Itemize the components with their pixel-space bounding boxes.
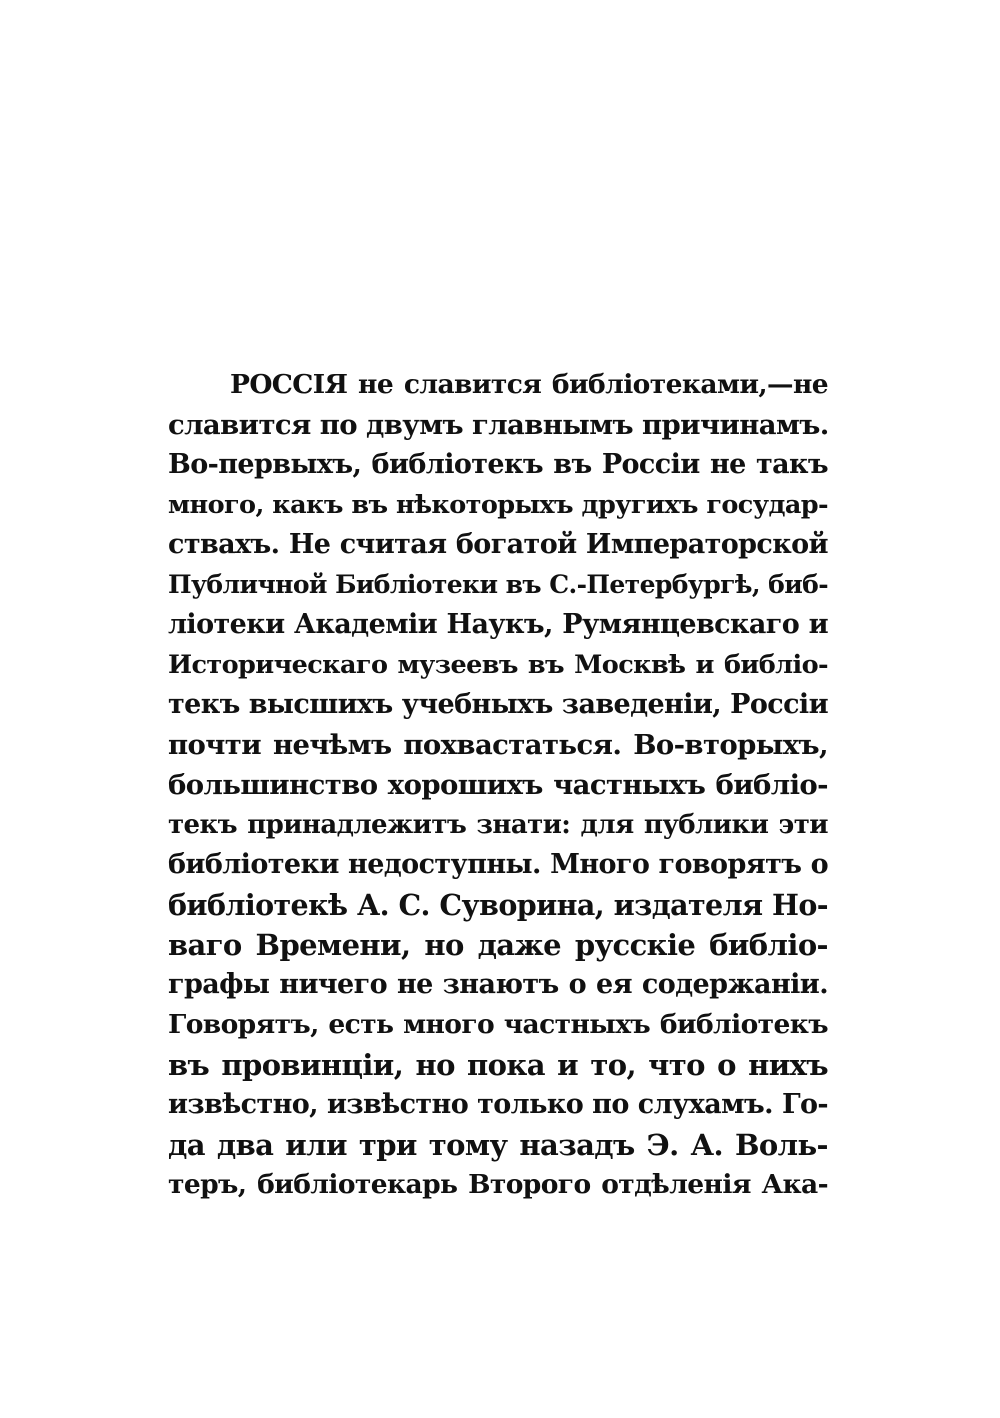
- text-line: ствахъ. Не считая богатой Императорской: [168, 529, 828, 560]
- text-line: теръ, библіотекарь Второго отдѣленія Ака-: [168, 1169, 828, 1200]
- text-line: ліотеки Академіи Наукъ, Румянцевскаго и: [168, 609, 828, 640]
- text-line: текъ принадлежитъ знати: для публики эти: [168, 810, 828, 840]
- text-line: Говорятъ, есть много частныхъ библіотекъ: [168, 1009, 828, 1040]
- text-line: Публичной Библіотеки въ С.-Петербургѣ, биб-: [168, 570, 828, 599]
- text-line: РОССІЯ не славится библіотеками,—не: [230, 369, 828, 400]
- text-line: Историческаго музеевъ въ Москвѣ и библіо-: [168, 650, 828, 680]
- text-line: текъ высшихъ учебныхъ заведеніи, Россіи: [168, 689, 828, 720]
- text-line: библіотекѣ А. С. Суворина, издателя Но-: [168, 888, 828, 922]
- text-line: извѣстно, извѣстно только по слухамъ. Го-: [168, 1089, 828, 1120]
- text-line: славится по двумъ главнымъ причинамъ.: [168, 409, 829, 441]
- text-line: графы ничего не знаютъ о ея содержаніи.: [168, 969, 828, 1000]
- text-line: большинство хорошихъ частныхъ библіо-: [168, 769, 828, 801]
- text-line: ваго Времени, но даже русскіе библіо-: [168, 928, 828, 962]
- text-line: почти нечѣмъ похвастаться. Во-вторыхъ,: [168, 729, 828, 761]
- text-line: Во-первыхъ, библіотекъ въ Россіи не такъ: [168, 449, 828, 480]
- text-line: въ провинціи, но пока и то, что о нихъ: [168, 1048, 828, 1082]
- text-line: библіотеки недоступны. Много говорятъ о: [168, 849, 828, 880]
- text-line: да два или три тому назадъ Э. А. Воль-: [168, 1128, 828, 1162]
- text-line: много, какъ въ нѣкоторыхъ другихъ государ-: [168, 490, 828, 520]
